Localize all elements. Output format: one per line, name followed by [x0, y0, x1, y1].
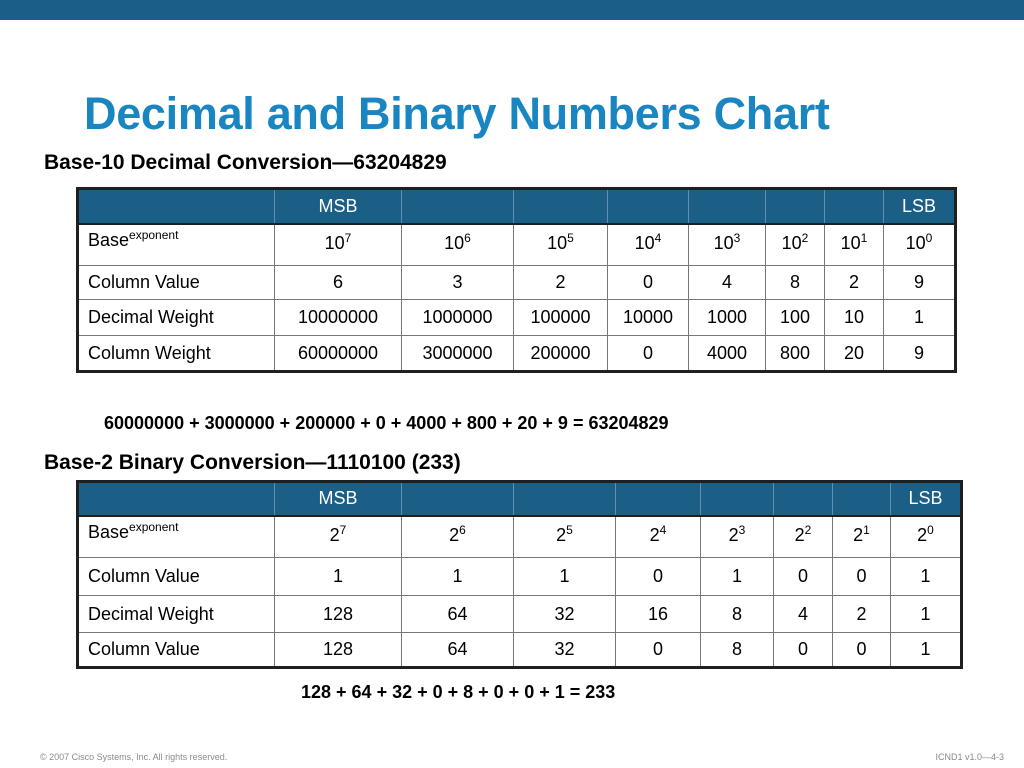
- exponent-value: 2: [801, 230, 809, 245]
- table-cell: 9: [884, 266, 956, 300]
- header-cell: [402, 189, 514, 224]
- binary-sum-equation: 128 + 64 + 32 + 0 + 8 + 0 + 0 + 1 = 233: [301, 682, 616, 702]
- header-cell: [689, 189, 766, 224]
- table-cell: 1: [884, 300, 956, 336]
- msb-header: MSB: [275, 482, 402, 516]
- row-label: Column Value: [78, 266, 275, 300]
- power-cell: [774, 516, 833, 558]
- table-cell: 2: [833, 596, 891, 633]
- table-cell: 1000000: [402, 300, 514, 336]
- power-cell: [275, 224, 402, 266]
- exponent-label: exponent: [129, 227, 179, 242]
- table-cell: 2: [825, 266, 884, 300]
- table-cell: 32: [514, 596, 616, 633]
- table-cell: 10000000: [275, 300, 402, 336]
- exponent-value: 4: [654, 230, 662, 245]
- base-value: 10: [444, 232, 465, 253]
- exponent-value: 2: [804, 522, 812, 537]
- header-cell: [78, 482, 275, 516]
- table-cell: 3: [402, 266, 514, 300]
- decimal-weight-row: [78, 300, 956, 336]
- column-value-row: [78, 266, 956, 300]
- lsb-header: LSB: [891, 482, 962, 516]
- lsb-header: LSB: [884, 189, 956, 224]
- exponent-value: 6: [459, 522, 466, 537]
- table-cell: 4000: [689, 336, 766, 372]
- decimal-weight-row: [78, 596, 962, 633]
- row-label: Column Value: [78, 558, 275, 596]
- power-cell: [701, 516, 774, 558]
- table-cell: 10: [825, 300, 884, 336]
- base-exponent-row: [78, 516, 962, 558]
- row-label: Decimal Weight: [78, 300, 275, 336]
- table-cell: 64: [402, 633, 514, 668]
- header-cell: [701, 482, 774, 516]
- base-value: 2: [917, 524, 928, 545]
- header-cell: [78, 189, 275, 224]
- header-cell: [514, 189, 608, 224]
- top-banner: [0, 0, 1024, 20]
- table-cell: 0: [833, 633, 891, 668]
- table-cell: 4: [689, 266, 766, 300]
- base-value: 10: [547, 232, 568, 253]
- course-code-footer: ICND1 v1.0—4-3: [935, 752, 1004, 762]
- power-cell: [514, 516, 616, 558]
- table-cell: 10000: [608, 300, 689, 336]
- table-cell: 128: [275, 596, 402, 633]
- table-cell: 100: [766, 300, 825, 336]
- column-value-row: [78, 558, 962, 596]
- table-cell: 1: [514, 558, 616, 596]
- table-header-row: [78, 482, 962, 516]
- exponent-value: 4: [659, 522, 667, 537]
- exponent-value: 1: [860, 230, 868, 245]
- power-cell: [275, 516, 402, 558]
- table-cell: 800: [766, 336, 825, 372]
- decimal-sum-equation: 60000000 + 3000000 + 200000 + 0 + 4000 + 800 + 20 + 9 = 63204829: [104, 413, 669, 433]
- table-cell: 0: [616, 633, 701, 668]
- table-cell: 32: [514, 633, 616, 668]
- exponent-value: 3: [738, 522, 746, 537]
- table-cell: 8: [701, 633, 774, 668]
- row-label: [78, 224, 275, 266]
- base-exponent-row: [78, 224, 956, 266]
- power-cell: [884, 224, 956, 266]
- table-cell: 0: [608, 266, 689, 300]
- exponent-value: 0: [925, 230, 933, 245]
- table-cell: 0: [608, 336, 689, 372]
- power-cell: [514, 224, 608, 266]
- exponent-value: 0: [927, 522, 934, 537]
- header-cell: [514, 482, 616, 516]
- base-label: Base: [88, 229, 130, 250]
- exponent-label: exponent: [129, 519, 179, 534]
- table-cell: 1: [891, 633, 962, 668]
- exponent-value: 3: [733, 230, 741, 245]
- header-cell: [608, 189, 689, 224]
- table-cell: 60000000: [275, 336, 402, 372]
- row-label: Decimal Weight: [78, 596, 275, 633]
- power-cell: [766, 224, 825, 266]
- table-cell: 100000: [514, 300, 608, 336]
- table-cell: 6: [275, 266, 402, 300]
- base-label: Base: [88, 521, 130, 542]
- decimal-conversion-subtitle: Base-10 Decimal Conversion—63204829: [44, 151, 447, 174]
- row-label: [78, 516, 275, 558]
- base-value: 10: [840, 232, 861, 253]
- header-cell: [825, 189, 884, 224]
- power-cell: [402, 516, 514, 558]
- copyright-footer: © 2007 Cisco Systems, Inc. All rights reserved.: [40, 752, 228, 762]
- base-value: 2: [649, 524, 660, 545]
- exponent-value: 7: [339, 522, 347, 537]
- msb-header: MSB: [275, 189, 402, 224]
- table-cell: 64: [402, 596, 514, 633]
- power-cell: [825, 224, 884, 266]
- table-cell: 3000000: [402, 336, 514, 372]
- row-label: Column Value: [78, 633, 275, 668]
- column-weight-row: [78, 336, 956, 372]
- table-cell: 128: [275, 633, 402, 668]
- decimal-conversion-table: [76, 187, 957, 373]
- table-header-row: [78, 189, 956, 224]
- table-cell: 8: [701, 596, 774, 633]
- base-value: 10: [905, 232, 926, 253]
- base-value: 2: [556, 524, 567, 545]
- table-cell: 9: [884, 336, 956, 372]
- row-label: Column Weight: [78, 336, 275, 372]
- header-cell: [833, 482, 891, 516]
- base-value: 2: [329, 524, 340, 545]
- exponent-value: 6: [464, 230, 471, 245]
- column-weight-row: [78, 633, 962, 668]
- table-cell: 200000: [514, 336, 608, 372]
- table-cell: 1: [701, 558, 774, 596]
- table-cell: 0: [774, 633, 833, 668]
- slide-title: Decimal and Binary Numbers Chart: [84, 88, 830, 139]
- header-cell: [774, 482, 833, 516]
- table-cell: 1000: [689, 300, 766, 336]
- table-cell: 8: [766, 266, 825, 300]
- base-value: 2: [449, 524, 460, 545]
- power-cell: [402, 224, 514, 266]
- base-value: 10: [324, 232, 345, 253]
- binary-conversion-table: [76, 480, 963, 669]
- base-value: 2: [794, 524, 805, 545]
- table-cell: 20: [825, 336, 884, 372]
- exponent-value: 5: [567, 230, 574, 245]
- base-value: 10: [713, 232, 734, 253]
- binary-conversion-subtitle: Base-2 Binary Conversion—1110100 (233): [44, 451, 461, 474]
- base-value: 2: [728, 524, 739, 545]
- exponent-value: 7: [344, 230, 352, 245]
- table-cell: 2: [514, 266, 608, 300]
- table-cell: 0: [774, 558, 833, 596]
- power-cell: [689, 224, 766, 266]
- base-value: 10: [634, 232, 655, 253]
- power-cell: [833, 516, 891, 558]
- power-cell: [616, 516, 701, 558]
- table-cell: 1: [402, 558, 514, 596]
- power-cell: [891, 516, 962, 558]
- table-cell: 16: [616, 596, 701, 633]
- header-cell: [616, 482, 701, 516]
- power-cell: [608, 224, 689, 266]
- table-cell: 4: [774, 596, 833, 633]
- table-cell: 0: [833, 558, 891, 596]
- table-cell: 1: [275, 558, 402, 596]
- base-value: 10: [781, 232, 802, 253]
- table-cell: 0: [616, 558, 701, 596]
- exponent-value: 1: [863, 522, 870, 537]
- table-cell: 1: [891, 596, 962, 633]
- exponent-value: 5: [566, 522, 573, 537]
- header-cell: [402, 482, 514, 516]
- table-cell: 1: [891, 558, 962, 596]
- header-cell: [766, 189, 825, 224]
- base-value: 2: [853, 524, 864, 545]
